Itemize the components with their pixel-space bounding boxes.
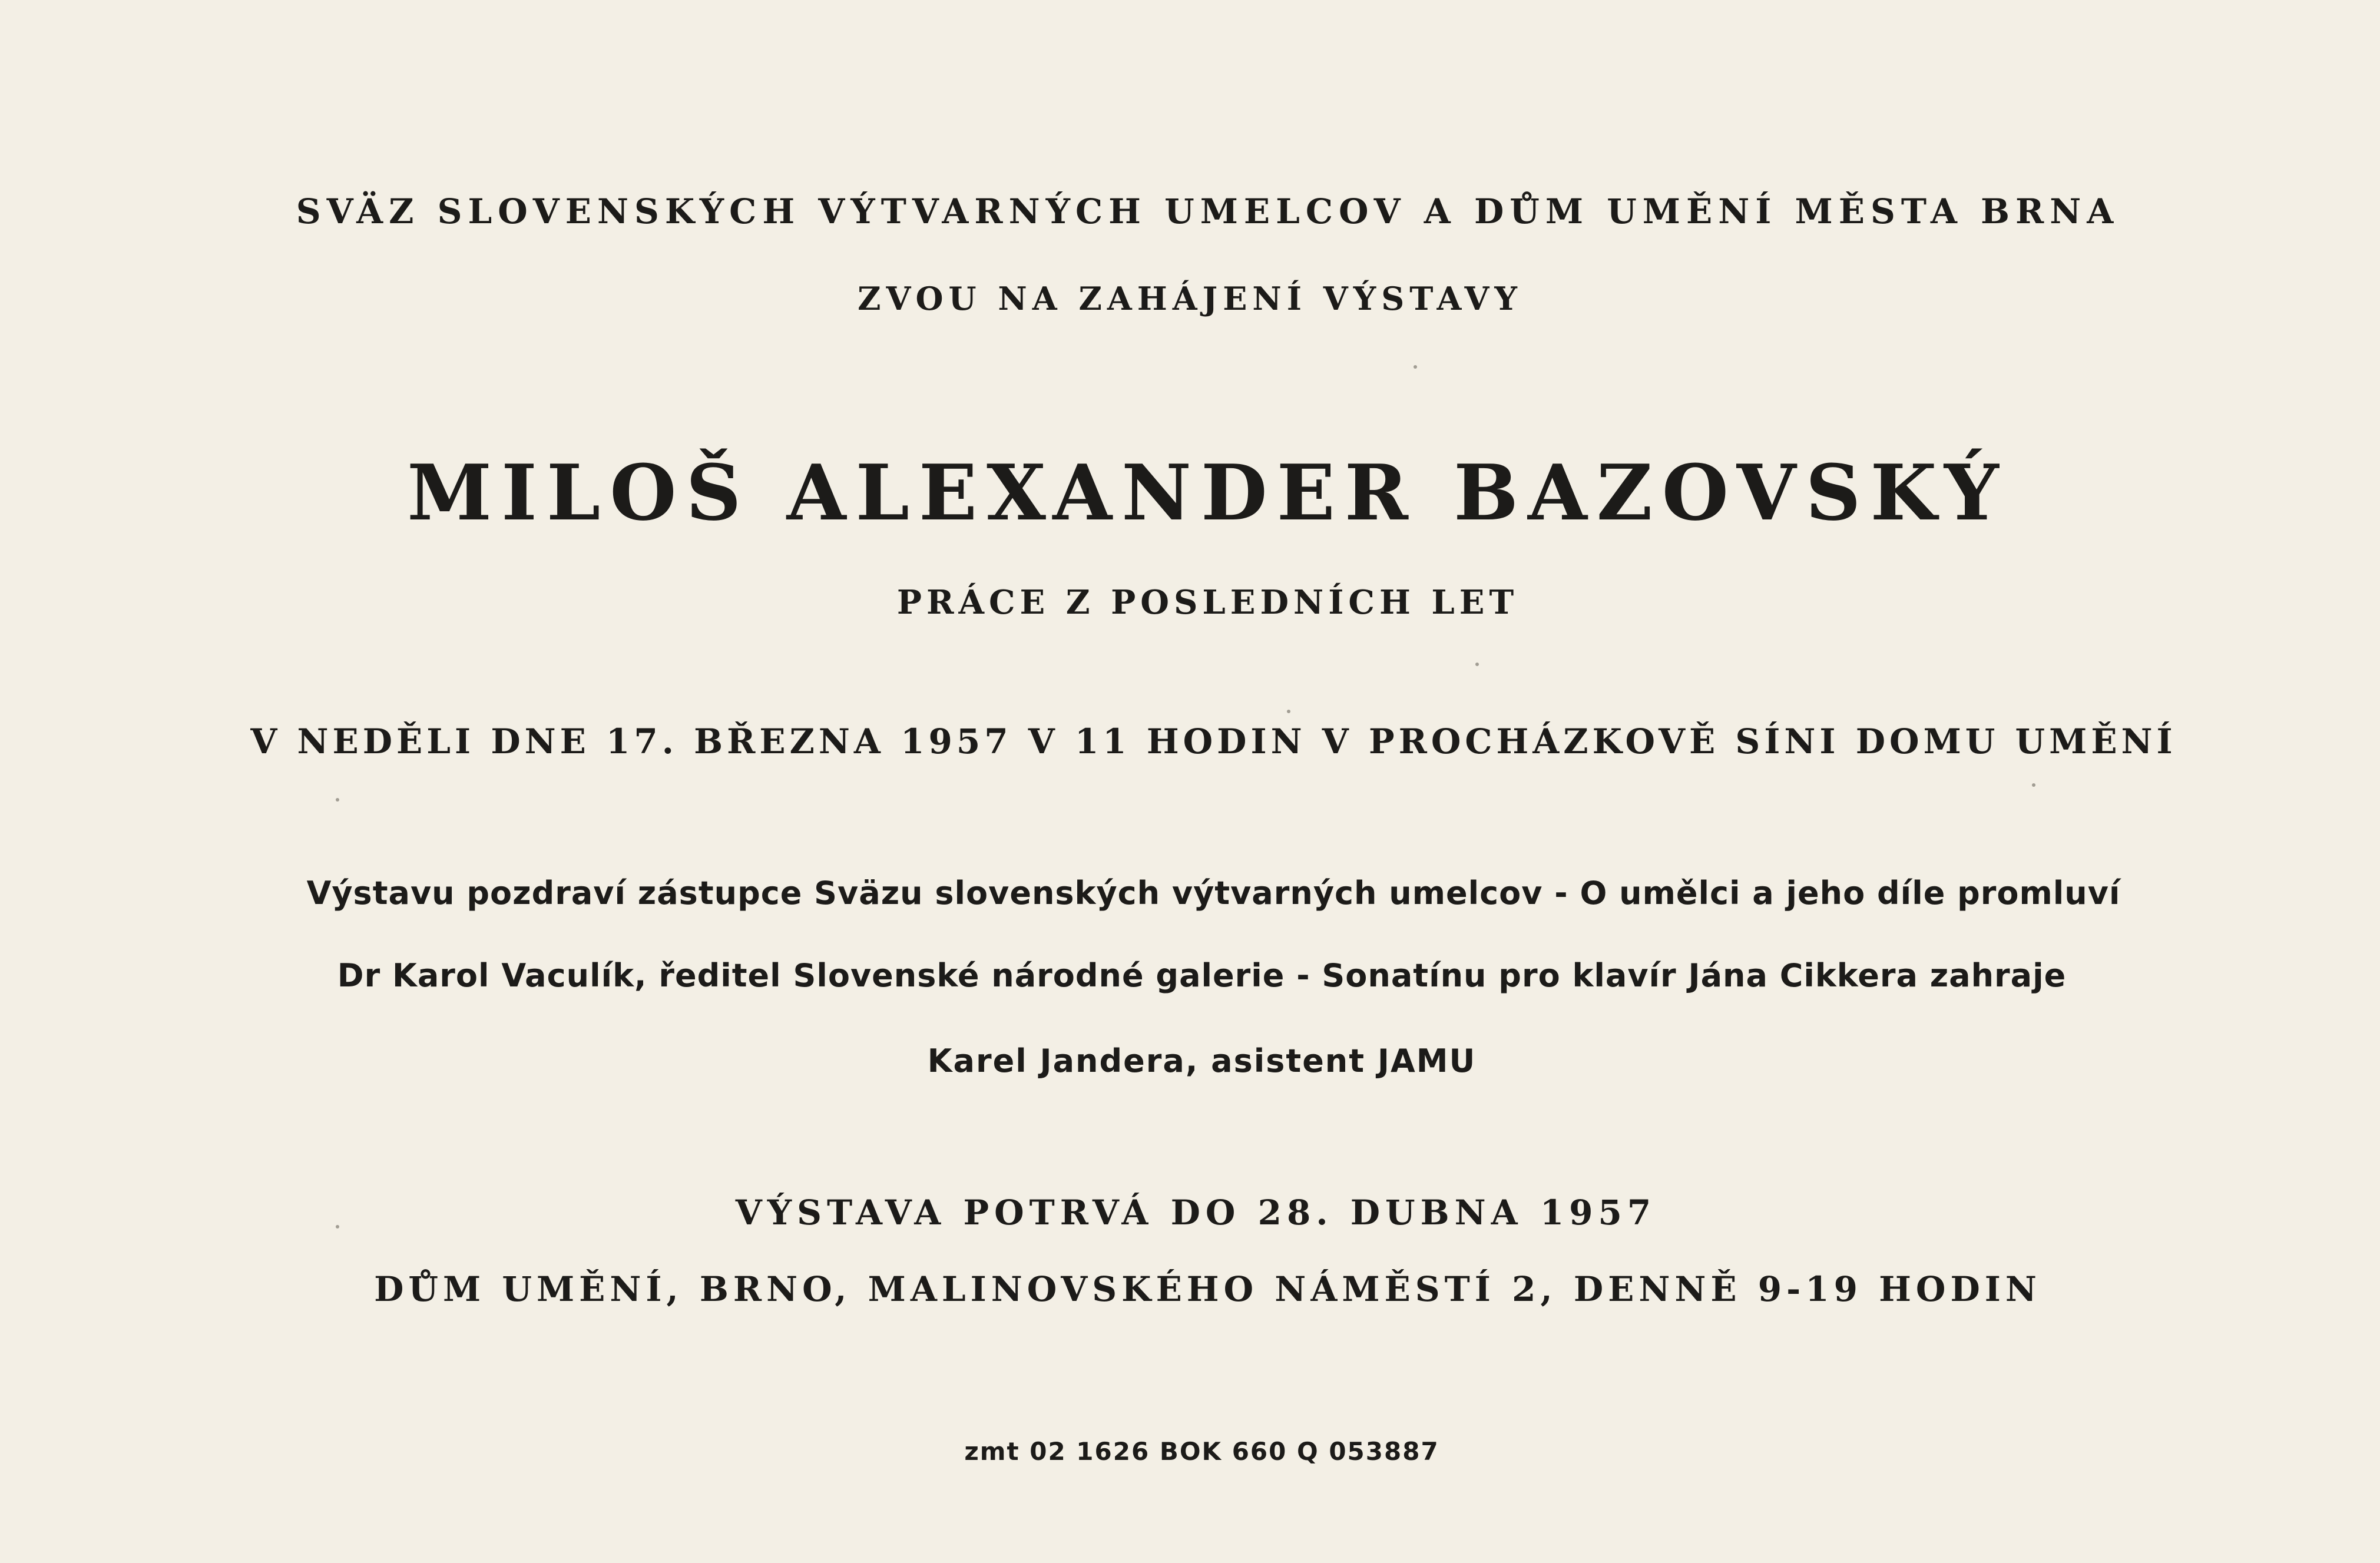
exhibition-duration: VÝSTAVA POTRVÁ DO 28. DUBNA 1957 — [735, 1193, 1657, 1233]
program-line-3: Karel Jandera, asistent JAMU — [927, 1042, 1477, 1079]
venue-address: DŮM UMĚNÍ, BRNO, MALINOVSKÉHO NÁMĚSTÍ 2, DENNĚ 9-19 HODIN — [374, 1269, 2041, 1309]
paper-speck — [1475, 663, 1479, 666]
program-line-1: Výstavu pozdraví zástupce Sväzu slovenských výtvarných umelcov - O umělci a jeho díle promluví — [306, 875, 2121, 912]
paper-speck — [336, 1225, 339, 1228]
paper-speck — [1414, 365, 1417, 369]
paper-speck — [2032, 783, 2035, 787]
invite-line: ZVOU NA ZAHÁJENÍ VÝSTAVY — [858, 280, 1522, 317]
organizers-line: SVÄZ SLOVENSKÝCH VÝTVARNÝCH UMELCOV A DŮM UMĚNÍ MĚSTA BRNA — [296, 191, 2120, 231]
paper-speck — [1287, 710, 1290, 713]
artist-name: MILOŠ ALEXANDER BAZOVSKÝ — [407, 448, 2008, 538]
paper-speck — [336, 798, 339, 802]
print-code: zmt 02 1626 BOK 660 Q 053887 — [964, 1437, 1439, 1466]
program-line-2: Dr Karol Vaculík, ředitel Slovenské národné galerie - Sonatínu pro klavír Jána Cikkera zahraje — [337, 957, 2067, 994]
opening-details: V NEDĚLI DNE 17. BŘEZNA 1957 V 11 HODIN V PROCHÁZKOVĚ SÍNI DOMU UMĚNÍ — [250, 721, 2177, 761]
exhibition-subtitle: PRÁCE Z POSLEDNÍCH LET — [896, 583, 1519, 622]
